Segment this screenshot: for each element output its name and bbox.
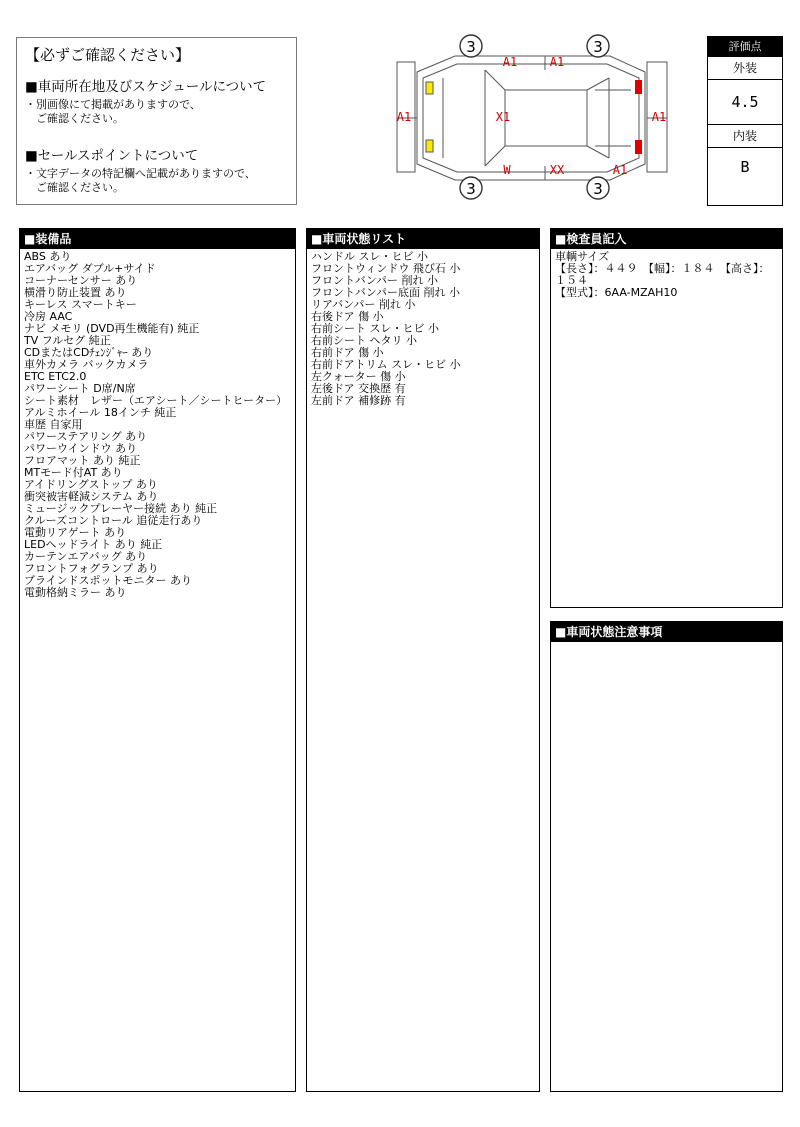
- list-item: 左後ドア 交換歴 有: [311, 382, 406, 395]
- inspector-line-1: 車輌サイズ: [555, 250, 610, 263]
- list-item: フロントフォグランプ あり: [24, 562, 159, 575]
- inspector-header: ■検査員記入: [551, 229, 782, 249]
- tire-grade-br: 3: [593, 180, 603, 198]
- car-body-outline: [417, 56, 645, 180]
- mark-bottom-right: A1: [612, 163, 628, 177]
- list-item: ETC ETC2.0: [24, 370, 87, 383]
- tail-lamp-left: [635, 80, 642, 94]
- notice-section1-text: ・別画像にて掲載がありますので、 ご確認ください。: [25, 98, 201, 125]
- tire-grade-tl: 3: [466, 38, 476, 56]
- list-item: パワーウインドウ あり: [24, 442, 138, 455]
- list-item: ABS あり: [24, 250, 72, 263]
- inspector-panel: [550, 228, 783, 608]
- exterior-value: 4.5: [708, 80, 782, 125]
- list-item: パワーシート D席/N席: [24, 382, 136, 395]
- list-item: 右後ドア 傷 小: [311, 310, 384, 323]
- list-item: CDまたはCDﾁｪﾝｼﾞｬｰ あり: [24, 346, 154, 359]
- car-damage-diagram: [395, 34, 675, 204]
- condition-panel: [306, 228, 540, 1092]
- list-item: 右前ドア 傷 小: [311, 346, 384, 359]
- list-item: 車歴 自家用: [24, 418, 83, 431]
- grade-box: [707, 36, 783, 206]
- list-item: コーナーセンサー あり: [24, 274, 138, 287]
- list-item: クルーズコントロール 追従走行あり: [24, 514, 203, 527]
- headlamp-left: [426, 82, 433, 94]
- list-item: TV フルセグ 純正: [24, 334, 111, 347]
- headlamp-right: [426, 140, 433, 152]
- list-item: アルミホイール 18インチ 純正: [24, 406, 177, 419]
- interior-label: 内装: [708, 125, 782, 148]
- mark-bottom-xx: XX: [549, 163, 565, 177]
- list-item: パワーステアリング あり: [24, 430, 148, 443]
- list-item: ブラインドスポットモニター あり: [24, 574, 193, 587]
- inspector-line-3: 【型式】：6AA-MZAH10: [555, 286, 678, 299]
- list-item: 電動リアゲート あり: [24, 526, 127, 539]
- list-item: フロントバンパー底面 削れ 小: [311, 286, 461, 299]
- inspector-line-2: 【長さ】：４４９ 【幅】：１８４ 【高さ】：１５４: [555, 262, 770, 287]
- list-item: 衝突被害軽減システム あり: [24, 490, 159, 503]
- list-item: リアバンパー 削れ 小: [311, 298, 416, 311]
- list-item: ミュージックプレーヤー接続 あり 純正: [24, 502, 218, 515]
- tire-grade-bl: 3: [466, 180, 476, 198]
- list-item: 横滑り防止装置 あり: [24, 286, 127, 299]
- list-item: 電動格納ミラー あり: [24, 586, 127, 599]
- interior-value: B: [740, 158, 750, 176]
- notice-title: 【必ずご確認ください】: [25, 46, 191, 64]
- list-item: 左前ドア 補修跡 有: [311, 394, 406, 407]
- list-item: 車外カメラ バックカメラ: [24, 358, 149, 371]
- mark-left: A1: [396, 110, 412, 124]
- list-item: シート素材 レザー（エアシート／シートヒーター）: [24, 394, 288, 407]
- inspector-body: [551, 249, 782, 301]
- notice-box: [16, 37, 297, 205]
- car-body-inner: [423, 64, 639, 172]
- condition-header: ■車両状態リスト: [307, 229, 539, 249]
- mark-top-right: A1: [549, 55, 565, 69]
- notice-section1-heading: ■車両所在地及びスケジュールについて: [25, 79, 267, 95]
- mark-bottom-w: W: [503, 163, 511, 177]
- notes-header: ■車両状態注意事項: [551, 622, 782, 642]
- notice-section2-heading: ■セールスポイントについて: [25, 148, 199, 164]
- list-item: 右前ドアトリム スレ・ヒビ 小: [311, 358, 461, 371]
- equipment-list: [20, 249, 295, 601]
- list-item: フロントバンパー 削れ 小: [311, 274, 439, 287]
- exterior-label: 外装: [708, 57, 782, 80]
- equipment-header: ■装備品: [20, 229, 295, 249]
- mark-right: A1: [651, 110, 667, 124]
- notes-panel: [550, 621, 783, 1092]
- list-item: LEDヘッドライト あり 純正: [24, 538, 163, 551]
- mark-top-left: A1: [502, 55, 518, 69]
- list-item: MTモード付AT あり: [24, 466, 123, 479]
- list-item: フロントウィンドウ 飛び石 小: [311, 262, 461, 275]
- list-item: ナビ メモリ (DVD再生機能有) 純正: [24, 322, 200, 335]
- list-item: アイドリングストップ あり: [24, 478, 158, 491]
- list-item: 冷房 AAC: [24, 310, 73, 323]
- list-item: カーテンエアバッグ あり: [24, 550, 148, 563]
- equipment-panel: [19, 228, 296, 1092]
- notes-body: [551, 642, 782, 646]
- notice-section2-text: ・文字データの特記欄へ記載がありますので、 ご確認ください。: [25, 167, 256, 194]
- list-item: キーレス スマートキー: [24, 298, 137, 311]
- list-item: 右前シート ヘタリ 小: [311, 334, 417, 347]
- list-item: 右前シート スレ・ヒビ 小: [311, 322, 439, 335]
- list-item: フロアマット あり 純正: [24, 454, 141, 467]
- list-item: エアバッグ ダブル+サイド: [24, 262, 156, 275]
- list-item: 左クォーター 傷 小: [311, 370, 406, 383]
- list-item: ハンドル スレ・ヒビ 小: [311, 250, 428, 263]
- grade-header: 評価点: [708, 37, 782, 57]
- tail-lamp-right: [635, 140, 642, 154]
- mark-center: X1: [495, 110, 511, 124]
- condition-list: [307, 249, 539, 409]
- tire-grade-tr: 3: [593, 38, 603, 56]
